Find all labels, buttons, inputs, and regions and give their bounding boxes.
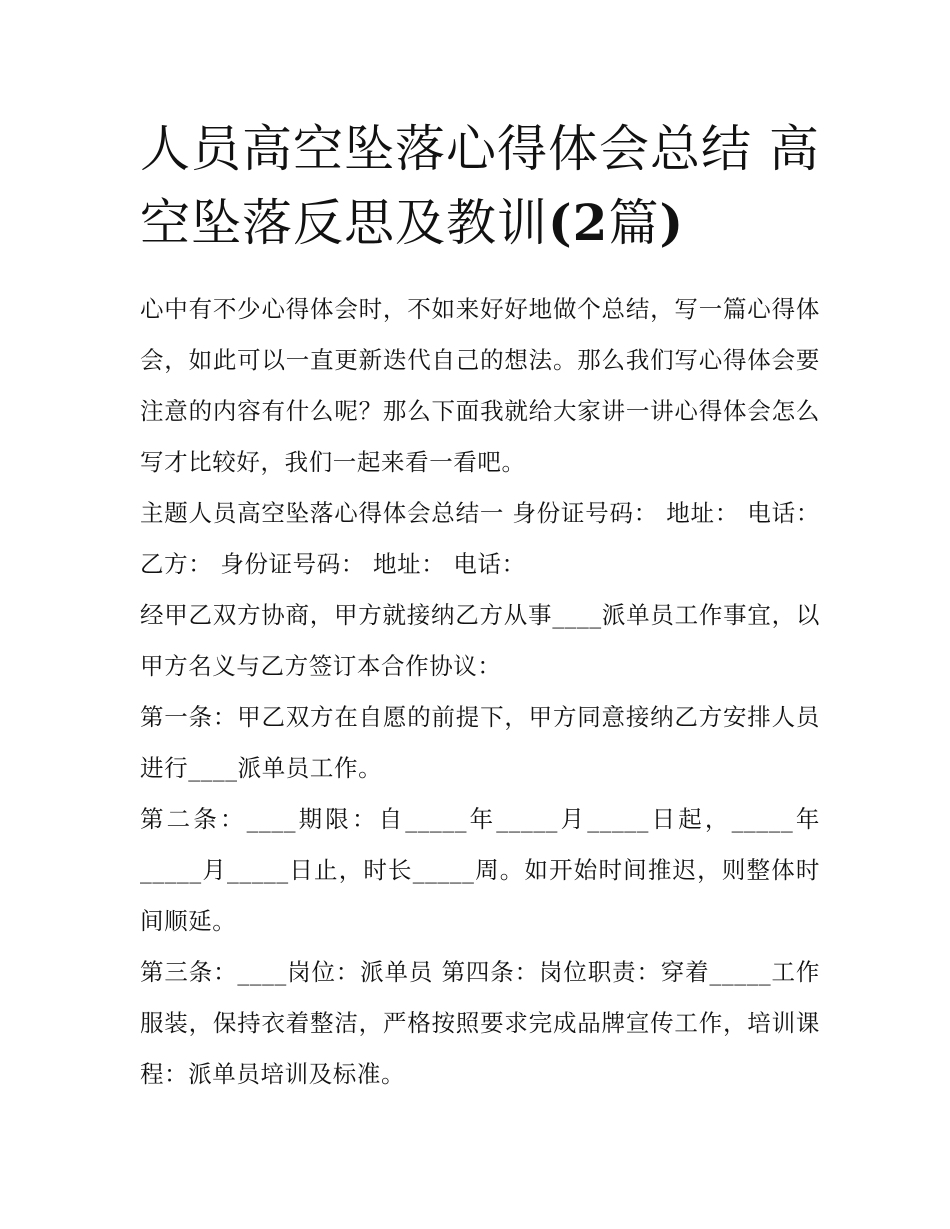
paragraph-article-2: 第二条：____期限：自_____年_____月_____日起，_____年_____月_____日止，时长_____周。如开始时间推迟，则整体时间顺延。 (140, 805, 820, 935)
document-body (140, 284, 820, 1100)
paragraph-parties: 主题人员高空坠落心得体会总结一 身份证号码： 地址： 电话： 乙方： 身份证号码： 地址： 电话： (140, 499, 820, 578)
paragraph-article-3-4: 第三条：____岗位：派单员 第四条：岗位职责：穿着_____工作服装，保持衣着整洁，严格按照要求完成品牌宣传工作，培训课程：派单员培训及标准。 (140, 958, 820, 1088)
document-page (140, 112, 820, 1100)
paragraph-article-1: 第一条：甲乙双方在自愿的前提下，甲方同意接纳乙方安排人员进行____派单员工作。 (140, 703, 820, 782)
document-title: 人员高空坠落心得体会总结 高空坠落反思及教训(2篇) (140, 120, 820, 252)
paragraph-intro: 心中有不少心得体会时，不如来好好地做个总结，写一篇心得体会，如此可以一直更新迭代自己的想法。那么我们写心得体会要注意的内容有什么呢？那么下面我就给大家讲一讲心得体会怎么写才比较好，我们一起来看一看吧。 (140, 295, 820, 476)
paragraph-agreement: 经甲乙双方协商，甲方就接纳乙方从事____派单员工作事宜，以甲方名义与乙方签订本合作协议： (140, 601, 820, 680)
